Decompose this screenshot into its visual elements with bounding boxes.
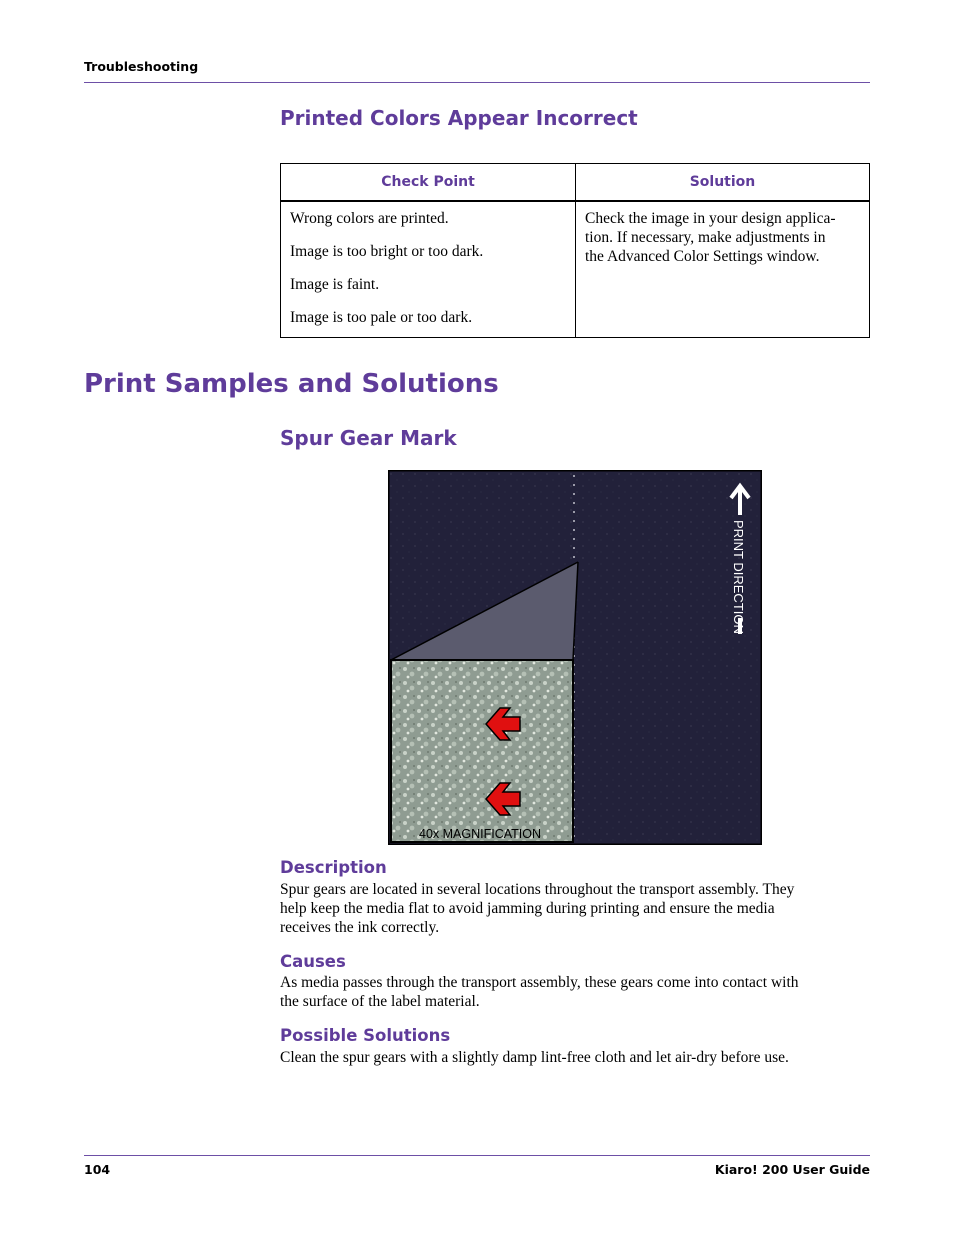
guide-title: Kiaro! 200 User Guide	[714, 1162, 870, 1177]
magnified-inset	[391, 660, 573, 842]
text-line: Spur gears are located in several locations throughout the transport assembly. They	[280, 881, 795, 898]
text-line: help keep the media flat to avoid jamming during printing and ensure the media	[280, 900, 775, 917]
header-rule	[84, 82, 870, 83]
print-direction-label: PRINT DIRECTION	[731, 520, 746, 634]
check-point-item: Image is faint.	[290, 276, 380, 293]
section-title-spur-gear: Spur Gear Mark	[280, 426, 457, 450]
description-text	[280, 880, 870, 937]
running-head: Troubleshooting	[84, 59, 199, 74]
solution-line: tion. If necessary, make adjustments in	[585, 229, 826, 246]
column-header-solution: Solution	[576, 164, 870, 202]
check-point-item: Wrong colors are printed.	[290, 210, 449, 227]
spur-gear-figure	[388, 470, 762, 845]
solution-cell	[576, 201, 870, 338]
check-point-cell	[281, 201, 576, 338]
text-line: the surface of the label material.	[280, 993, 480, 1010]
possible-solutions-heading: Possible Solutions	[280, 1026, 451, 1045]
section-title-printed-colors: Printed Colors Appear Incorrect	[280, 106, 638, 130]
text-line: As media passes through the transport assembly, these gears come into contact with	[280, 974, 799, 991]
table-row	[281, 201, 870, 338]
magnification-label: 40x MAGNIFICATION	[419, 827, 542, 841]
footer-rule	[84, 1155, 870, 1156]
possible-solutions-text	[280, 1048, 870, 1067]
check-point-item: Image is too pale or too dark.	[290, 309, 473, 326]
text-line: Clean the spur gears with a slightly damp lint-free cloth and let air-dry before use.	[280, 1049, 789, 1066]
text-line: receives the ink correctly.	[280, 919, 440, 936]
page-number: 104	[84, 1162, 111, 1177]
main-heading: Print Samples and Solutions	[84, 369, 499, 399]
causes-text	[280, 973, 870, 1011]
column-header-check-point: Check Point	[281, 164, 576, 202]
solution-line: the Advanced Color Settings window.	[585, 248, 820, 265]
causes-heading: Causes	[280, 952, 346, 971]
description-heading: Description	[280, 858, 387, 877]
check-point-table	[280, 163, 870, 338]
table-header-row	[281, 164, 870, 202]
check-point-item: Image is too bright or too dark.	[290, 243, 484, 260]
solution-line: Check the image in your design applica-	[585, 210, 836, 227]
